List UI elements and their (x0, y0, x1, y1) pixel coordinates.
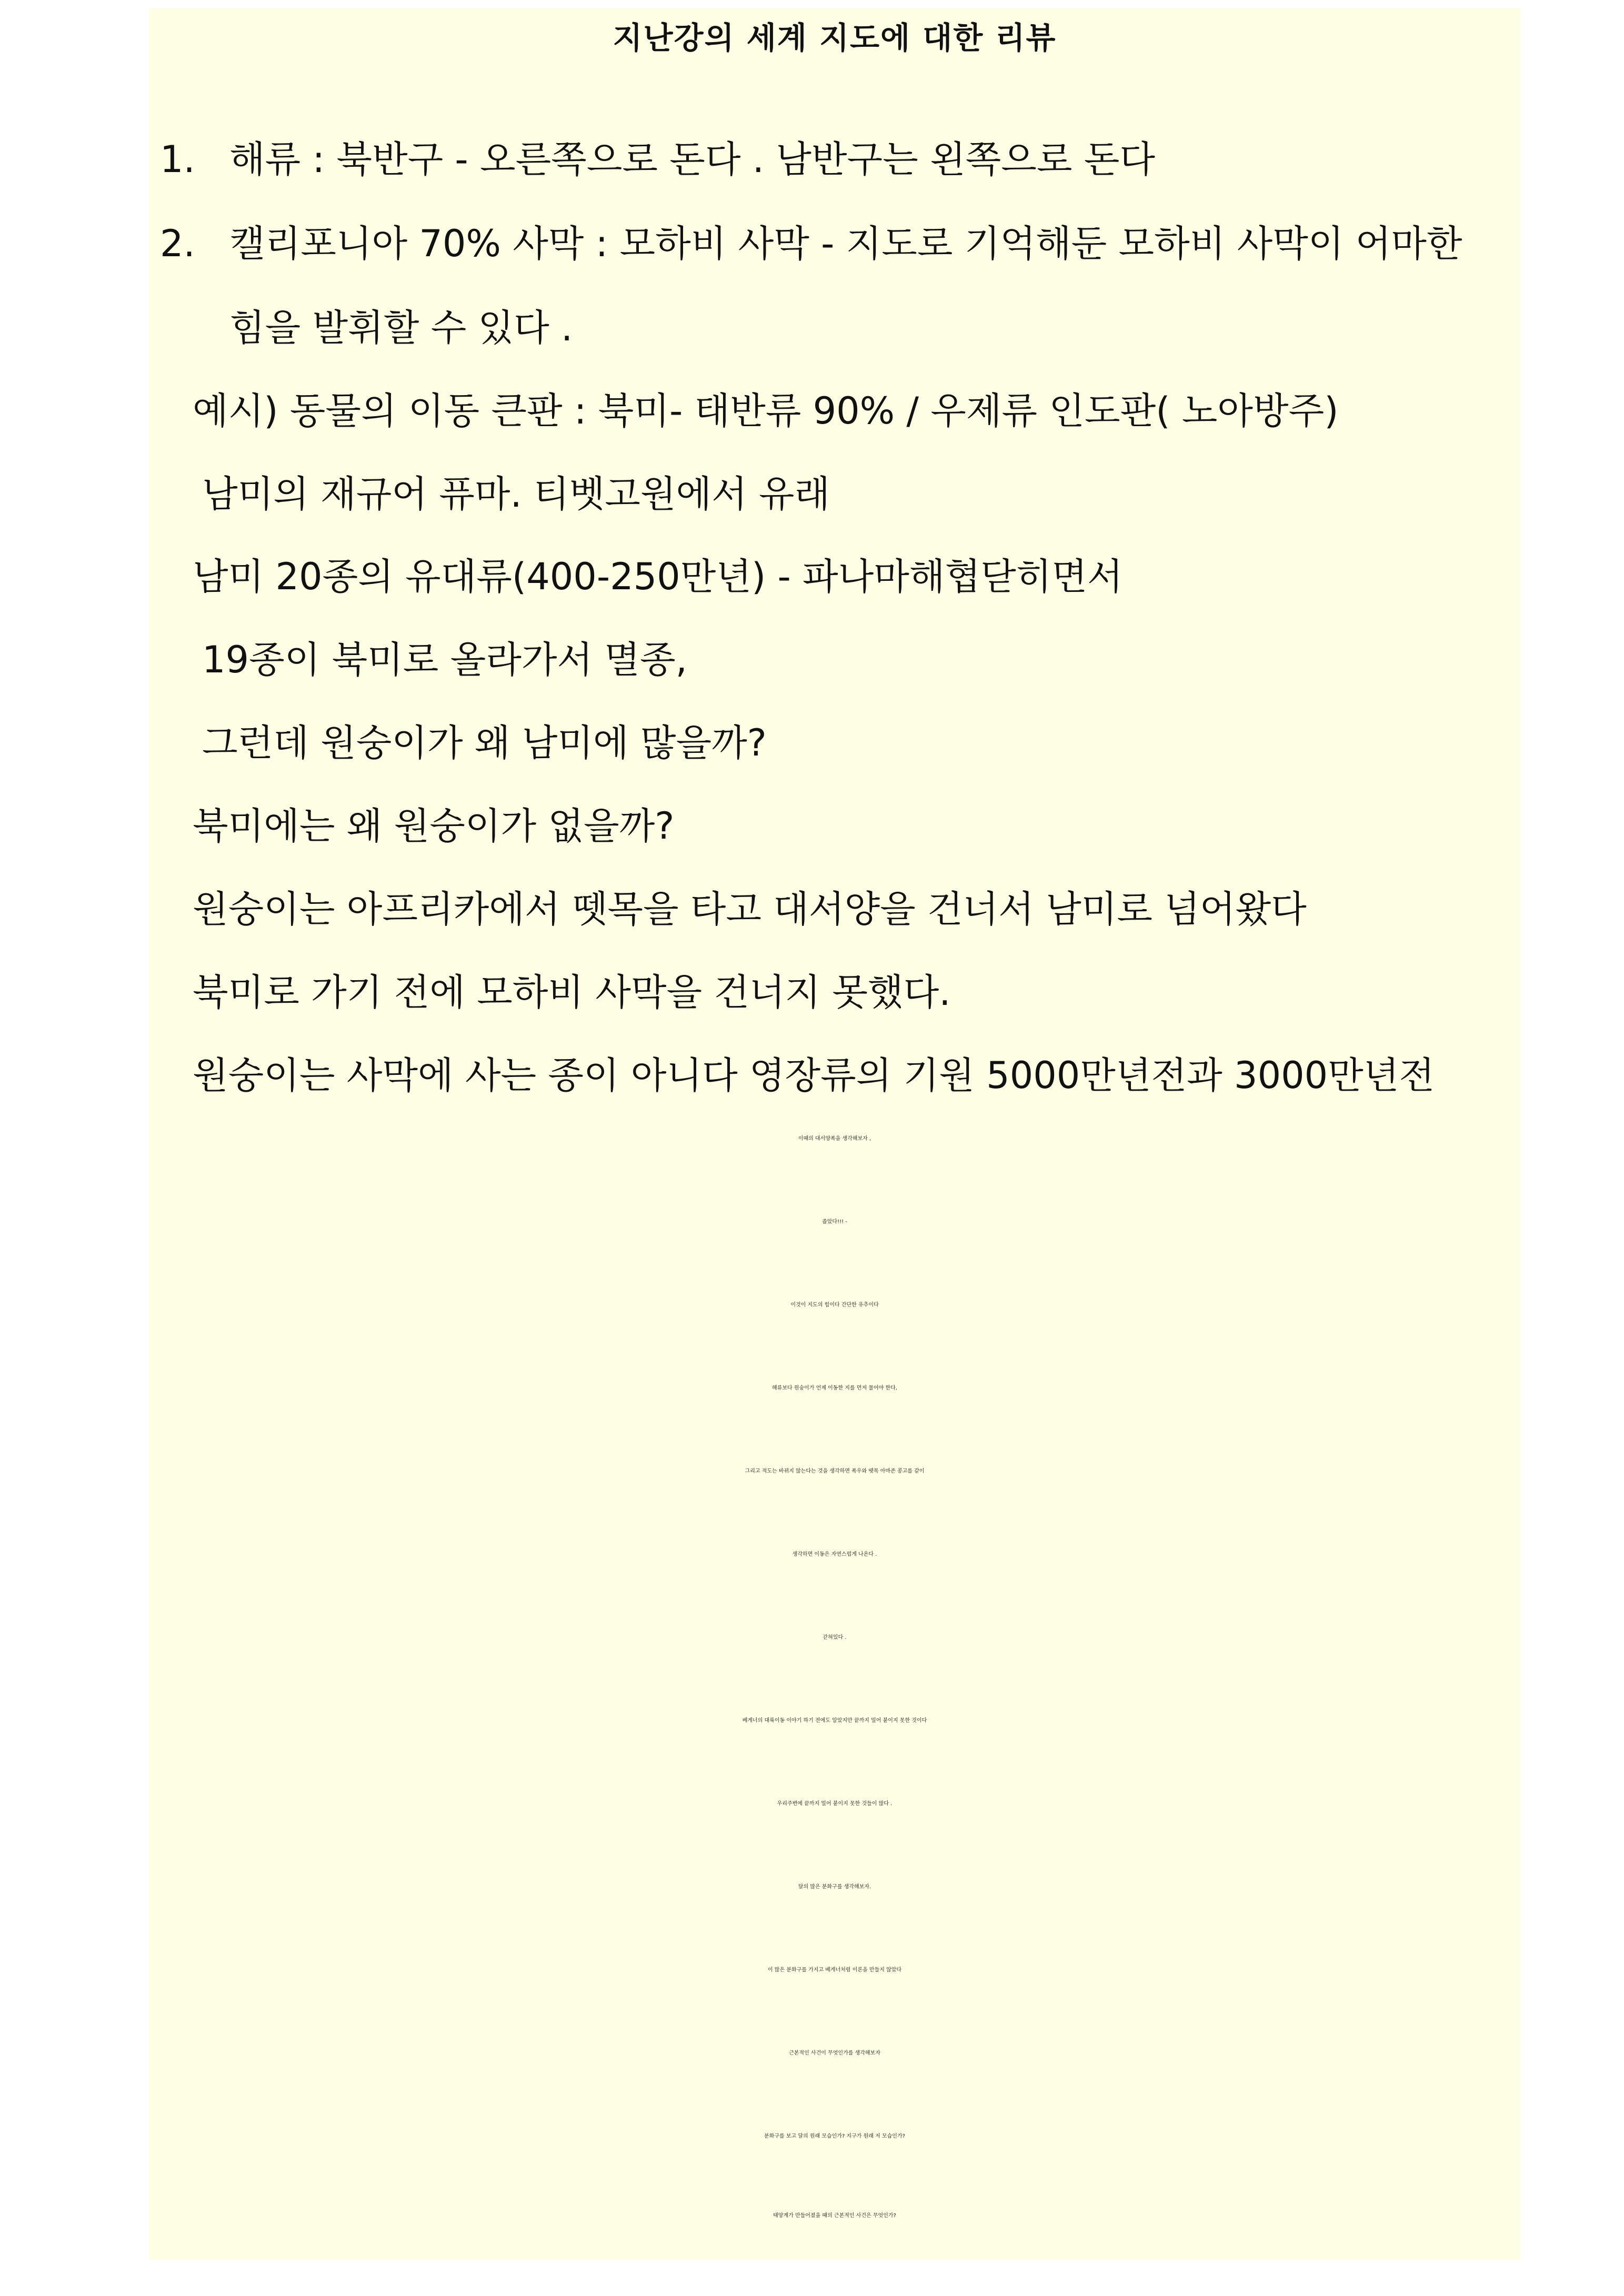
centered-line: 이것이 지도의 힘이다 간단한 유추이다 (790, 1302, 879, 1308)
centered-line: 생각하면 이동은 자연스럽게 나온다 . (792, 1552, 877, 1557)
centered-line: 이 많은 분화구를 가지고 베게너처럼 이론을 만들지 않았다 (767, 1967, 902, 1973)
text-line: 남미의 재규어 퓨마. 티벳고원에서 유래 (202, 472, 830, 516)
text-line: 북미로 가기 전에 모하비 사막을 건너지 못했다. (193, 971, 951, 1014)
centered-line: 분화구를 보고 달의 원래 모습인가? 지구가 원래 저 모습인가? (764, 2133, 905, 2139)
list-item-1: 해류 : 북반구 - 오른쪽으로 돈다 . 남반구는 왼쪽으로 돈다 (229, 138, 1155, 181)
text-line: 원숭이는 아프리카에서 뗏목을 타고 대서양을 건너서 남미로 넘어왔다 (193, 888, 1307, 931)
document-page (149, 8, 1520, 2260)
list-number-2: 2. (160, 222, 195, 265)
text-line: 남미 20종의 유대류(400-250만년) - 파나마해협닫히면서 (193, 555, 1123, 598)
centered-line: 달의 많은 분화구를 생각해보자. (798, 1884, 871, 1890)
text-line: 그런데 원숭이가 왜 남미에 많을까? (202, 721, 767, 764)
centered-line: 이때의 대서양폭을 생각해보자 , (798, 1136, 871, 1142)
centered-line: 좁았다!!! - (822, 1219, 847, 1225)
centered-line: 근본적인 사건이 무엇인가를 생각해보자 (789, 2050, 880, 2056)
text-line: 19종이 북미로 올라가서 멸종, (202, 638, 687, 681)
centered-line: 베게너의 대륙이동 이야기 하기 전에도 알았지만 끝까지 밀어 붙이지 못한 것이다 (742, 1718, 927, 1724)
centered-line: 우리주변에 끝까지 밀어 붙이지 못한 것들이 많다 . (777, 1801, 893, 1807)
list-item-2-continuation: 힘을 발휘할 수 있다 . (229, 306, 573, 349)
text-line: 북미에는 왜 원숭이가 없을까? (193, 804, 675, 848)
centered-line: 태양계가 만들어졌을 때의 근본적인 사건은 무엇인가? (773, 2213, 896, 2219)
text-line: 예시) 동물의 이동 큰판 : 북미- 태반류 90% / 우제류 인도판( 노아방주) (193, 389, 1339, 432)
list-number-1: 1. (160, 138, 195, 181)
centered-line: 해류보다 원숭이가 언제 이동한 지를 먼저 물어야 한다, (772, 1385, 897, 1391)
centered-line: 갇혀있다 . (823, 1635, 847, 1640)
page-title: 지난강의 세계 지도에 대한 리뷰 (613, 20, 1057, 56)
list-item-2: 캘리포니아 70% 사막 : 모하비 사막 - 지도로 기억해둔 모하비 사막이 어마한 (229, 222, 1462, 265)
centered-line: 그리고 적도는 바뀌지 않는다는 것을 생각하면 폭우와 뗏목 아마존 콩고를 같이 (745, 1468, 925, 1474)
text-line: 원숭이는 사막에 사는 종이 아니다 영장류의 기원 5000만년전과 3000만년전 (193, 1054, 1435, 1097)
